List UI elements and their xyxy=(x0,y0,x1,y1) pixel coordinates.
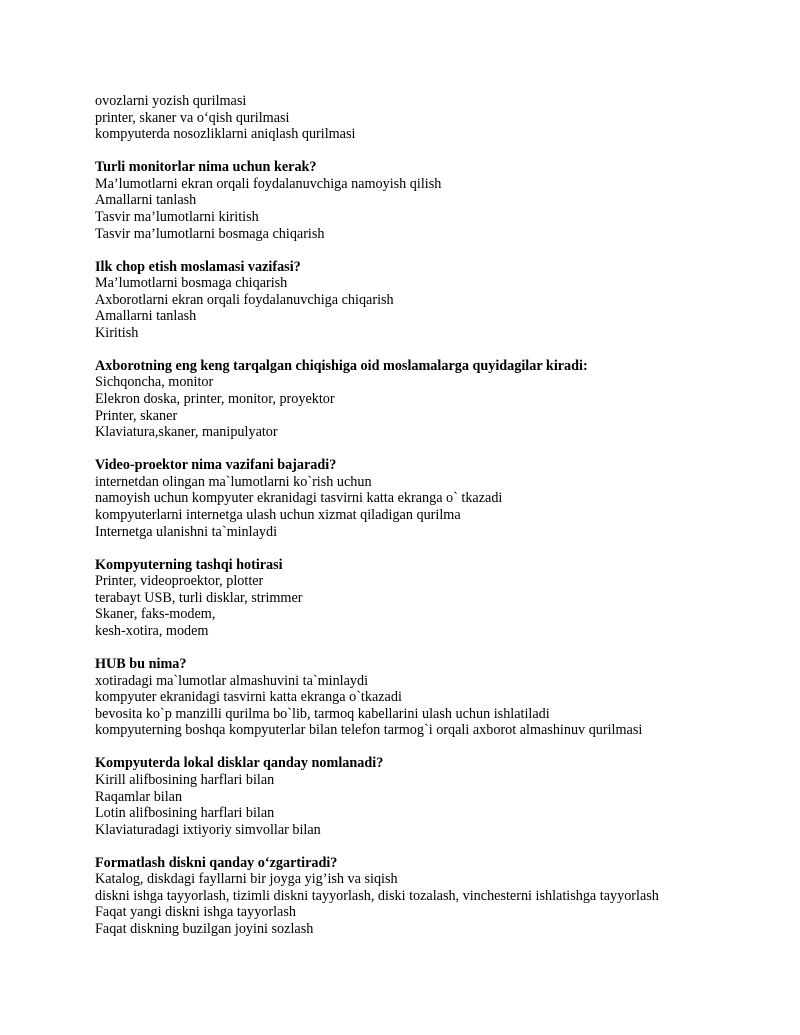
question-block xyxy=(95,755,785,838)
question-title: Formatlash diskni qanday o‘zgartiradi? xyxy=(95,854,338,871)
answer-line: Amallarni tanlash xyxy=(95,308,197,325)
answer-line: Faqat diskning buzilgan joyini sozlash xyxy=(95,921,314,938)
answer-line: Faqat yangi diskni ishga tayyorlash xyxy=(95,904,296,921)
answer-line: Katalog, diskdagi fayllarni bir joyga yig’ish va siqish xyxy=(95,871,398,888)
answer-line: Tasvir ma’lumotlarni kiritish xyxy=(95,208,259,225)
answer-line: kompyuterning boshqa kompyuterlar bilan telefon tarmog`i orqali axborot almashinuv qurilmasi xyxy=(95,722,643,739)
answer-line: Amallarni tanlash xyxy=(95,192,197,209)
question-title: Turli monitorlar nima uchun kerak? xyxy=(95,159,317,176)
question-block xyxy=(95,358,785,441)
answer-line: kompyuterlarni internetga ulash uchun xizmat qiladigan qurilma xyxy=(95,507,461,524)
question-title: Kompyuterning tashqi hotirasi xyxy=(95,556,283,573)
answer-line: namoyish uchun kompyuter ekranidagi tasvirni katta ekranga o` tkazadi xyxy=(95,490,503,507)
answer-line: printer, skaner va o‘qish qurilmasi xyxy=(95,109,290,126)
answer-line: kompyuter ekranidagi tasvirni katta ekranga o`tkazadi xyxy=(95,689,402,706)
answer-line: ovozlarni yozish qurilmasi xyxy=(95,93,247,109)
answer-line: Elekron doska, printer, monitor, proyektor xyxy=(95,391,335,408)
answer-line: Kirill alifbosining harflari bilan xyxy=(95,771,275,788)
answer-line: Ma’lumotlarni ekran orqali foydalanuvchiga namoyish qilish xyxy=(95,175,442,192)
question-block xyxy=(95,557,785,640)
question-block xyxy=(95,656,785,739)
answer-line: Sichqoncha, monitor xyxy=(95,374,214,391)
answer-line: internetdan olingan ma`lumotlarni ko`rish uchun xyxy=(95,473,372,490)
answer-line: Klaviatura,skaner, manipulyator xyxy=(95,424,278,441)
answer-line: Kiritish xyxy=(95,324,139,341)
answer-line: Internetga ulanishni ta`minlaydi xyxy=(95,523,278,540)
lead-answer-list xyxy=(95,93,785,143)
question-block xyxy=(95,159,785,242)
answer-line: kompyuterda nosozliklarni aniqlash qurilmasi xyxy=(95,126,356,143)
answer-line: Printer, skaner xyxy=(95,407,178,424)
answer-line: Printer, videoproektor, plotter xyxy=(95,573,264,590)
question-title: Video-proektor nima vazifani bajaradi? xyxy=(95,457,337,474)
answer-line: xotiradagi ma`lumotlar almashuvini ta`minlaydi xyxy=(95,672,369,689)
document-body xyxy=(95,93,785,954)
answer-line: bevosita ko`p manzilli qurilma bo`lib, tarmoq kabellarini ulash uchun ishlatiladi xyxy=(95,705,550,722)
answer-line: diskni ishga tayyorlash, tizimli diskni tayyorlash, diski tozalash, vinchesterni ishlatishga tayyorlash xyxy=(95,887,659,904)
question-block xyxy=(95,259,785,342)
answer-line: Ma’lumotlarni bosmaga chiqarish xyxy=(95,275,288,292)
answer-line: Lotin alifbosining harflari bilan xyxy=(95,805,275,822)
answer-line: Raqamlar bilan xyxy=(95,788,183,805)
question-title: HUB bu nima? xyxy=(95,655,187,672)
question-block xyxy=(95,457,785,540)
answer-line: Skaner, faks-modem, xyxy=(95,606,216,623)
answer-line: Klaviaturadagi ixtiyoriy simvollar bilan xyxy=(95,821,321,838)
question-title: Axborotning eng keng tarqalgan chiqishiga oid moslamalarga quyidagilar kiradi: xyxy=(95,357,588,374)
question-title: Ilk chop etish moslamasi vazifasi? xyxy=(95,258,301,275)
answer-line: terabayt USB, turli disklar, strimmer xyxy=(95,589,303,606)
answer-line: Tasvir ma’lumotlarni bosmaga chiqarish xyxy=(95,225,325,242)
answer-line: Axborotlarni ekran orqali foydalanuvchiga chiqarish xyxy=(95,291,394,308)
question-title: Kompyuterda lokal disklar qanday nomlanadi? xyxy=(95,755,384,772)
answer-line: kesh-xotira, modem xyxy=(95,622,209,639)
question-block xyxy=(95,855,785,938)
